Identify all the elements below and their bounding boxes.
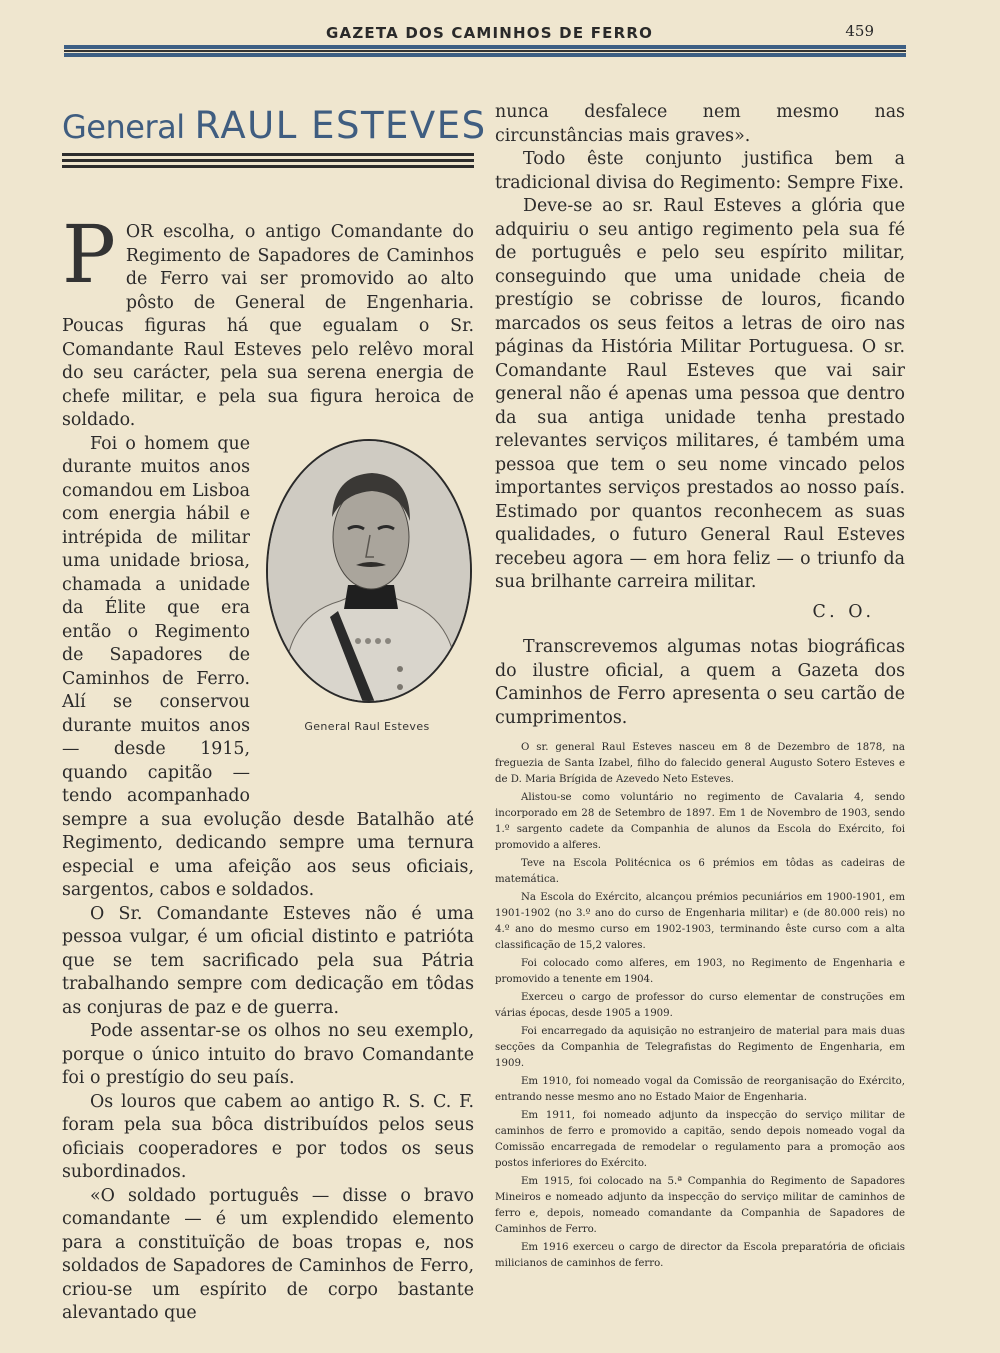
page-number: 459 <box>845 22 874 40</box>
paragraph-1: POR escolha, o antigo Comandante do Regimento de Sapadores de Caminhos de Ferro vai ser promovido ao alto pôsto de General de Engenharia. Poucas figuras há que egualam o Sr. Comandante Raul Esteves pelo relêvo moral do seu carácter, pela sua serena energia de chefe militar, e pela sua figura heroica de soldado. <box>62 208 474 430</box>
header-rule-bottom <box>64 53 906 57</box>
intro-paragraph: Transcrevemos algumas notas biográficas do ilustre oficial, a quem a Gazeta dos Caminhos de Ferro apresenta o seu cartão de cumprimentos. <box>495 637 905 728</box>
biographical-notes <box>495 740 905 1272</box>
note-item: Na Escola do Exército, alcançou prémios pecuniários em 1900-1901, em 1901-1902 (no 3.º ano do curso de Engenharia militar) e (de 80.000 reis) no 4.º ano do mesmo curso em 1902-1903, terminando êste curso com a alta classificação de 15,2 valores. <box>495 892 905 951</box>
header-rule-middle <box>64 50 906 52</box>
header-rule-top <box>64 45 906 49</box>
paragraph-9: Deve-se ao sr. Raul Esteves a glória que adquiriu o seu antigo regimento pela sua fé de português e pelo seu espírito militar, conseguindo que uma unidade cheia de prestígio se cobrisse de louros, ficando marcados os seus feitos a letras de oiro nas páginas da História Militar Portuguesa. O sr. Comandante Raul Esteves que vai sair general não é apenas uma pessoa que dentro da sua antiga unidade tenha prestado relevantes serviços militares, é também uma pessoa que tem o seu nome vincado pelos importantes serviços prestados ao nosso país. Estimado por quantos reconhecem as suas qualidades, o futuro General Raul Esteves recebeu agora — em hora feliz — o triunfo da sua brilhante carreira militar. <box>495 196 905 592</box>
masthead <box>64 22 906 56</box>
left-column <box>62 208 474 1326</box>
portrait-figure <box>260 439 474 791</box>
paragraph-5: Os louros que cabem ao antigo R. S. C. F. foram pela sua bôca distribuídos pelos seus oficiais cooperadores e por todos os seus subordinados. <box>62 1091 474 1182</box>
note-item: Alistou-se como voluntário no regimento de Cavalaria 4, sendo incorporado em 28 de Setembro de 1897. Em 1 de Novembro de 1903, sendo 1.º sargento cadete da Companhia de alunos da Escola do Exército, foi promovido a alferes. <box>495 792 905 851</box>
note-item: Em 1915, foi colocado na 5.ª Companhia do Regimento de Sapadores Mineiros e nomeado adjunto da inspecção do serviço militar de caminhos de ferro e, depois, nomeado comandante da Companhia de Sapadores de Caminhos de Ferro. <box>495 1176 905 1235</box>
paragraph-3: O Sr. Comandante Esteves não é uma pessoa vulgar, é um oficial distinto e patrióta que se tem sacrificado pela sua Pátria trabalhando sempre com dedicação em tôdas as conjuras de paz e de guerra. <box>62 903 474 1018</box>
paragraph-2: Foi o homem que durante muitos anos comandou em Lisboa com energia hábil e intrépida de militar uma unidade briosa, chamada a unidade da Élite que era então o Regimento de Sapadores de Caminhos de Ferro. Alí se conservou durante muitos anos — desde 1915, quando capitão — tendo acompanhado sempre a sua evolução desde Batalhão até Regimento, dedicando sempre uma ternura especial e uma afeição aos seus oficiais, sargentos, cabos e soldados. <box>62 433 474 900</box>
publication-title: GAZETA DOS CAMINHOS DE FERRO <box>326 24 654 42</box>
note-item: O sr. general Raul Esteves nasceu em 8 de Dezembro de 1878, na freguezia de Santa Izabel, filho do falecido general Augusto Sotero Esteves e de D. Maria Brígida de Azevedo Neto Esteves. <box>495 742 905 785</box>
paragraph-8: Todo êste conjunto justifica bem a tradicional divisa do Regimento: Sempre Fixe. <box>495 149 905 193</box>
note-item: Teve na Escola Politécnica os 6 prémios em tôdas as cadeiras de matemática. <box>495 858 905 885</box>
note-item: Em 1910, foi nomeado vogal da Comissão de reorganisação do Exército, entrando nesse mesmo ano no Estado Maior de Engenharia. <box>495 1076 905 1103</box>
drop-cap: P <box>62 208 116 301</box>
paragraph-6: «O soldado português — disse o bravo comandante — é um explendido elemento para a constituïção de boas tropas e, nos soldados de Sapadores de Caminhos de Ferro, criou-se um espírito de corpo bastante alevantado que <box>62 1185 474 1323</box>
note-item: Em 1911, foi nomeado adjunto da inspecção do serviço militar de caminhos de ferro e promovido a capitão, sendo depois nomeado vogal da Comissão encarregada de remodelar o regulamento para a promoção aos postos inferiores do Exército. <box>495 1110 905 1169</box>
photo-caption: General Raul Esteves <box>304 719 430 733</box>
note-item: Exerceu o cargo de professor do curso elementar de construções em várias épocas, desde 1905 a 1909. <box>495 992 905 1019</box>
note-item: Foi colocado como alferes, em 1903, no Regimento de Engenharia e promovido a tenente em 1904. <box>495 958 905 985</box>
article-title <box>62 104 487 152</box>
signature: C. O. <box>812 601 875 622</box>
title-prefix: General <box>62 108 185 146</box>
portrait-illustration <box>268 441 472 703</box>
paragraph-4: Pode assentar-se os olhos no seu exemplo, porque o único intuito do bravo Comandante foi o prestígio do seu país. <box>62 1021 474 1088</box>
right-column <box>495 101 905 1274</box>
portrait-photo <box>266 439 472 703</box>
note-item: Em 1916 exerceu o cargo de director da Escola preparatória de oficiais milicianos de caminhos de ferro. <box>495 1242 905 1269</box>
paragraph-7: nunca desfalece nem mesmo nas circunstâncias mais graves». <box>495 102 905 146</box>
title-name: RAUL ESTEVES <box>194 104 487 147</box>
note-item: Foi encarregado da aquisição no estranjeiro de material para mais duas secções da Companhia de Telegrafistas do Regimento de Engenharia, em 1909. <box>495 1026 905 1069</box>
